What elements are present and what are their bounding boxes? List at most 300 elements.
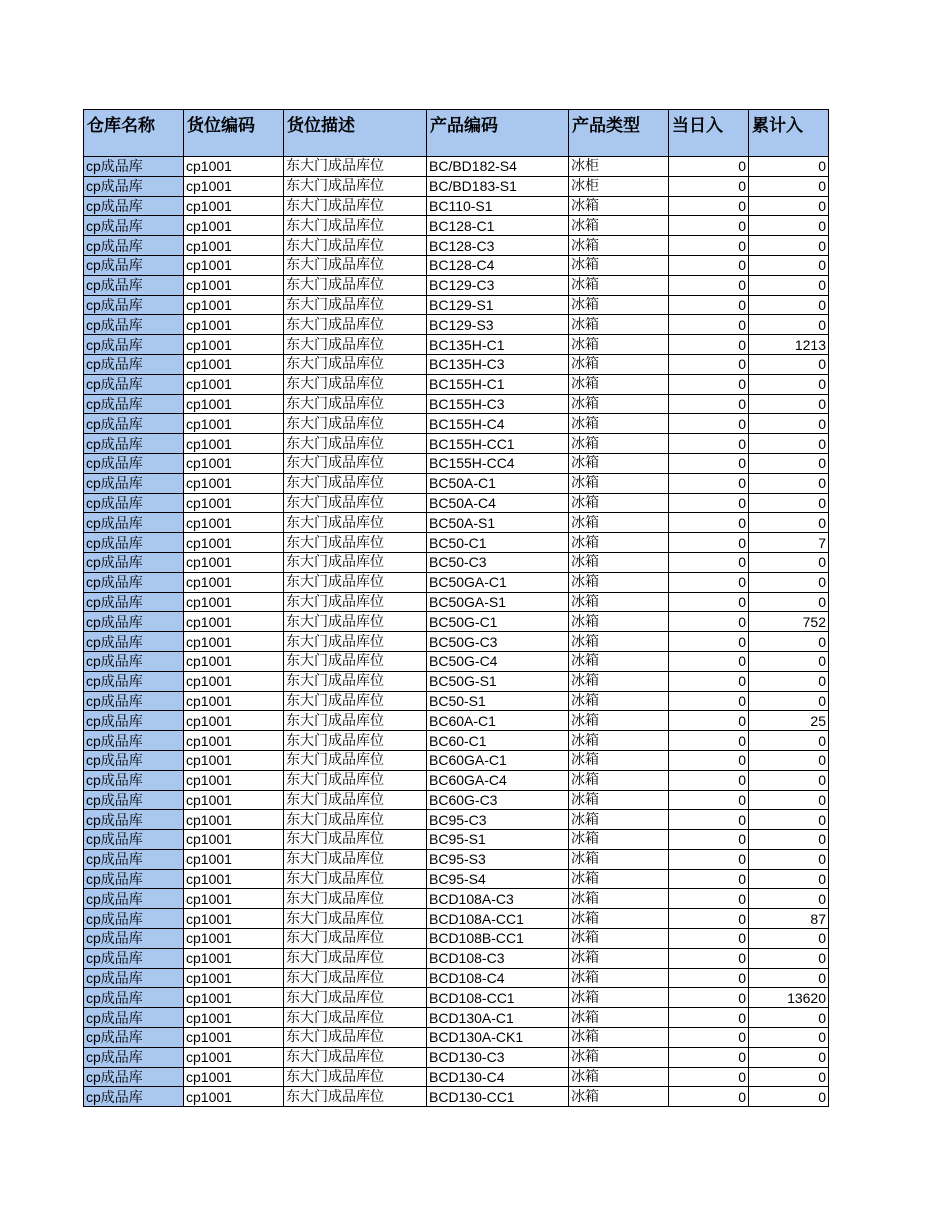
- table-row: [84, 671, 829, 691]
- product-code-cell: BC135H-C1: [427, 335, 569, 355]
- cumulative-in-cell: 0: [749, 236, 829, 256]
- location-code-cell: cp1001: [184, 1008, 284, 1028]
- location-code-cell: cp1001: [184, 1087, 284, 1107]
- warehouse-name-cell: cp成品库: [84, 414, 184, 434]
- warehouse-name-cell: cp成品库: [84, 176, 184, 196]
- cumulative-in-cell: 0: [749, 968, 829, 988]
- cumulative-in-cell: 0: [749, 453, 829, 473]
- location-code-cell: cp1001: [184, 810, 284, 830]
- location-code-cell: cp1001: [184, 157, 284, 177]
- location-description-cell: 东大门成品库位: [284, 968, 427, 988]
- warehouse-name-cell: cp成品库: [84, 493, 184, 513]
- product-type-cell: 冰箱: [569, 869, 669, 889]
- daily-in-cell: 0: [669, 731, 749, 751]
- table-row: [84, 513, 829, 533]
- product-code-cell: BC60A-C1: [427, 711, 569, 731]
- cumulative-in-cell: 0: [749, 374, 829, 394]
- product-type-cell: 冰箱: [569, 810, 669, 830]
- table-row: [84, 196, 829, 216]
- warehouse-name-cell: cp成品库: [84, 731, 184, 751]
- warehouse-name-cell: cp成品库: [84, 1008, 184, 1028]
- warehouse-name-cell: cp成品库: [84, 335, 184, 355]
- daily-in-cell: 0: [669, 236, 749, 256]
- product-type-cell: 冰箱: [569, 1067, 669, 1087]
- daily-in-cell: 0: [669, 849, 749, 869]
- location-description-cell: 东大门成品库位: [284, 572, 427, 592]
- product-code-cell: BC128-C3: [427, 236, 569, 256]
- product-type-cell: 冰箱: [569, 374, 669, 394]
- table-row: [84, 988, 829, 1008]
- warehouse-name-cell: cp成品库: [84, 315, 184, 335]
- daily-in-cell: 0: [669, 493, 749, 513]
- location-code-cell: cp1001: [184, 849, 284, 869]
- cumulative-in-cell: 0: [749, 770, 829, 790]
- header-product-type: 产品类型: [569, 110, 669, 157]
- product-type-cell: 冰箱: [569, 236, 669, 256]
- product-type-cell: 冰箱: [569, 453, 669, 473]
- product-type-cell: 冰箱: [569, 671, 669, 691]
- cumulative-in-cell: 0: [749, 394, 829, 414]
- cumulative-in-cell: 0: [749, 255, 829, 275]
- product-code-cell: BC50G-C3: [427, 632, 569, 652]
- location-description-cell: 东大门成品库位: [284, 632, 427, 652]
- location-code-cell: cp1001: [184, 533, 284, 553]
- header-product-code: 产品编码: [427, 110, 569, 157]
- location-description-cell: 东大门成品库位: [284, 948, 427, 968]
- warehouse-name-cell: cp成品库: [84, 909, 184, 929]
- location-description-cell: 东大门成品库位: [284, 1067, 427, 1087]
- location-description-cell: 东大门成品库位: [284, 849, 427, 869]
- location-description-cell: 东大门成品库位: [284, 473, 427, 493]
- location-description-cell: 东大门成品库位: [284, 1047, 427, 1067]
- daily-in-cell: 0: [669, 216, 749, 236]
- location-code-cell: cp1001: [184, 612, 284, 632]
- product-type-cell: 冰箱: [569, 255, 669, 275]
- location-description-cell: 东大门成品库位: [284, 255, 427, 275]
- table-row: [84, 810, 829, 830]
- product-type-cell: 冰箱: [569, 1008, 669, 1028]
- cumulative-in-cell: 0: [749, 1008, 829, 1028]
- cumulative-in-cell: 0: [749, 1087, 829, 1107]
- header-location-code: 货位编码: [184, 110, 284, 157]
- location-code-cell: cp1001: [184, 434, 284, 454]
- daily-in-cell: 0: [669, 691, 749, 711]
- product-type-cell: 冰箱: [569, 988, 669, 1008]
- location-code-cell: cp1001: [184, 374, 284, 394]
- product-code-cell: BC60GA-C4: [427, 770, 569, 790]
- location-code-cell: cp1001: [184, 1047, 284, 1067]
- product-code-cell: BCD108B-CC1: [427, 929, 569, 949]
- table-row: [84, 176, 829, 196]
- table-row: [84, 1087, 829, 1107]
- product-code-cell: BCD108-C4: [427, 968, 569, 988]
- location-description-cell: 东大门成品库位: [284, 533, 427, 553]
- cumulative-in-cell: 0: [749, 572, 829, 592]
- product-code-cell: BC110-S1: [427, 196, 569, 216]
- table-row: [84, 552, 829, 572]
- location-code-cell: cp1001: [184, 592, 284, 612]
- cumulative-in-cell: 0: [749, 731, 829, 751]
- location-code-cell: cp1001: [184, 513, 284, 533]
- product-code-cell: BC129-C3: [427, 275, 569, 295]
- product-code-cell: BC60GA-C1: [427, 750, 569, 770]
- table-row: [84, 533, 829, 553]
- warehouse-name-cell: cp成品库: [84, 216, 184, 236]
- cumulative-in-cell: 13620: [749, 988, 829, 1008]
- warehouse-name-cell: cp成品库: [84, 1028, 184, 1048]
- product-type-cell: 冰箱: [569, 909, 669, 929]
- daily-in-cell: 0: [669, 335, 749, 355]
- table-row: [84, 572, 829, 592]
- location-code-cell: cp1001: [184, 493, 284, 513]
- daily-in-cell: 0: [669, 988, 749, 1008]
- table-row: [84, 394, 829, 414]
- product-type-cell: 冰箱: [569, 651, 669, 671]
- warehouse-name-cell: cp成品库: [84, 196, 184, 216]
- location-description-cell: 东大门成品库位: [284, 513, 427, 533]
- table-row: [84, 157, 829, 177]
- location-code-cell: cp1001: [184, 929, 284, 949]
- cumulative-in-cell: 0: [749, 948, 829, 968]
- warehouse-name-cell: cp成品库: [84, 790, 184, 810]
- location-code-cell: cp1001: [184, 295, 284, 315]
- table-body: [84, 157, 829, 1107]
- daily-in-cell: 0: [669, 869, 749, 889]
- cumulative-in-cell: 0: [749, 691, 829, 711]
- daily-in-cell: 0: [669, 612, 749, 632]
- table-row: [84, 929, 829, 949]
- cumulative-in-cell: 0: [749, 552, 829, 572]
- cumulative-in-cell: 0: [749, 750, 829, 770]
- location-description-cell: 东大门成品库位: [284, 394, 427, 414]
- product-code-cell: BC50GA-C1: [427, 572, 569, 592]
- product-code-cell: BC95-S3: [427, 849, 569, 869]
- daily-in-cell: 0: [669, 592, 749, 612]
- cumulative-in-cell: 0: [749, 810, 829, 830]
- daily-in-cell: 0: [669, 295, 749, 315]
- location-description-cell: 东大门成品库位: [284, 315, 427, 335]
- daily-in-cell: 0: [669, 1047, 749, 1067]
- warehouse-name-cell: cp成品库: [84, 889, 184, 909]
- table-row: [84, 1067, 829, 1087]
- location-description-cell: 东大门成品库位: [284, 236, 427, 256]
- cumulative-in-cell: 0: [749, 929, 829, 949]
- location-code-cell: cp1001: [184, 176, 284, 196]
- daily-in-cell: 0: [669, 1028, 749, 1048]
- daily-in-cell: 0: [669, 968, 749, 988]
- product-type-cell: 冰箱: [569, 354, 669, 374]
- table-row: [84, 1008, 829, 1028]
- product-type-cell: 冰柜: [569, 157, 669, 177]
- location-code-cell: cp1001: [184, 354, 284, 374]
- location-description-cell: 东大门成品库位: [284, 157, 427, 177]
- warehouse-name-cell: cp成品库: [84, 948, 184, 968]
- location-description-cell: 东大门成品库位: [284, 612, 427, 632]
- warehouse-name-cell: cp成品库: [84, 671, 184, 691]
- product-code-cell: BCD130-CC1: [427, 1087, 569, 1107]
- warehouse-name-cell: cp成品库: [84, 750, 184, 770]
- product-type-cell: 冰箱: [569, 434, 669, 454]
- daily-in-cell: 0: [669, 770, 749, 790]
- warehouse-name-cell: cp成品库: [84, 869, 184, 889]
- cumulative-in-cell: 0: [749, 295, 829, 315]
- cumulative-in-cell: 0: [749, 473, 829, 493]
- product-code-cell: BC129-S3: [427, 315, 569, 335]
- table-row: [84, 1028, 829, 1048]
- product-code-cell: BCD108A-C3: [427, 889, 569, 909]
- location-description-cell: 东大门成品库位: [284, 374, 427, 394]
- product-type-cell: 冰箱: [569, 632, 669, 652]
- warehouse-name-cell: cp成品库: [84, 968, 184, 988]
- table-row: [84, 1047, 829, 1067]
- product-type-cell: 冰箱: [569, 849, 669, 869]
- product-type-cell: 冰柜: [569, 176, 669, 196]
- warehouse-name-cell: cp成品库: [84, 1067, 184, 1087]
- product-code-cell: BCD108-C3: [427, 948, 569, 968]
- product-type-cell: 冰箱: [569, 414, 669, 434]
- product-code-cell: BCD130-C3: [427, 1047, 569, 1067]
- table-row: [84, 275, 829, 295]
- daily-in-cell: 0: [669, 651, 749, 671]
- cumulative-in-cell: 0: [749, 1028, 829, 1048]
- location-description-cell: 东大门成品库位: [284, 335, 427, 355]
- warehouse-name-cell: cp成品库: [84, 157, 184, 177]
- cumulative-in-cell: 0: [749, 493, 829, 513]
- header-daily-in: 当日入: [669, 110, 749, 157]
- daily-in-cell: 0: [669, 572, 749, 592]
- daily-in-cell: 0: [669, 176, 749, 196]
- location-description-cell: 东大门成品库位: [284, 275, 427, 295]
- product-type-cell: 冰箱: [569, 513, 669, 533]
- location-description-cell: 东大门成品库位: [284, 869, 427, 889]
- warehouse-name-cell: cp成品库: [84, 533, 184, 553]
- cumulative-in-cell: 0: [749, 869, 829, 889]
- cumulative-in-cell: 0: [749, 513, 829, 533]
- location-code-cell: cp1001: [184, 869, 284, 889]
- product-code-cell: BC50G-C1: [427, 612, 569, 632]
- table-row: [84, 354, 829, 374]
- table-row: [84, 216, 829, 236]
- product-type-cell: 冰箱: [569, 929, 669, 949]
- daily-in-cell: 0: [669, 929, 749, 949]
- daily-in-cell: 0: [669, 1067, 749, 1087]
- product-type-cell: 冰箱: [569, 335, 669, 355]
- product-code-cell: BCD130-C4: [427, 1067, 569, 1087]
- location-code-cell: cp1001: [184, 552, 284, 572]
- cumulative-in-cell: 0: [749, 315, 829, 335]
- product-code-cell: BC50-C3: [427, 552, 569, 572]
- warehouse-name-cell: cp成品库: [84, 810, 184, 830]
- product-code-cell: BC155H-CC1: [427, 434, 569, 454]
- table-row: [84, 869, 829, 889]
- product-code-cell: BC50G-S1: [427, 671, 569, 691]
- product-type-cell: 冰箱: [569, 552, 669, 572]
- daily-in-cell: 0: [669, 315, 749, 335]
- table-row: [84, 711, 829, 731]
- cumulative-in-cell: 0: [749, 830, 829, 850]
- warehouse-name-cell: cp成品库: [84, 651, 184, 671]
- product-code-cell: BC50A-C1: [427, 473, 569, 493]
- location-description-cell: 东大门成品库位: [284, 770, 427, 790]
- daily-in-cell: 0: [669, 671, 749, 691]
- warehouse-name-cell: cp成品库: [84, 236, 184, 256]
- product-code-cell: BC50G-C4: [427, 651, 569, 671]
- table-row: [84, 414, 829, 434]
- location-code-cell: cp1001: [184, 216, 284, 236]
- product-code-cell: BC50-S1: [427, 691, 569, 711]
- product-code-cell: BC50GA-S1: [427, 592, 569, 612]
- product-code-cell: BC95-S4: [427, 869, 569, 889]
- cumulative-in-cell: 752: [749, 612, 829, 632]
- cumulative-in-cell: 7: [749, 533, 829, 553]
- daily-in-cell: 0: [669, 453, 749, 473]
- product-type-cell: 冰箱: [569, 889, 669, 909]
- location-description-cell: 东大门成品库位: [284, 651, 427, 671]
- location-description-cell: 东大门成品库位: [284, 592, 427, 612]
- cumulative-in-cell: 0: [749, 790, 829, 810]
- table-row: [84, 909, 829, 929]
- product-code-cell: BC95-C3: [427, 810, 569, 830]
- location-description-cell: 东大门成品库位: [284, 810, 427, 830]
- daily-in-cell: 0: [669, 810, 749, 830]
- location-code-cell: cp1001: [184, 473, 284, 493]
- product-code-cell: BC128-C1: [427, 216, 569, 236]
- cumulative-in-cell: 0: [749, 157, 829, 177]
- product-code-cell: BC128-C4: [427, 255, 569, 275]
- table-row: [84, 750, 829, 770]
- daily-in-cell: 0: [669, 909, 749, 929]
- product-code-cell: BC155H-C4: [427, 414, 569, 434]
- table-row: [84, 453, 829, 473]
- location-description-cell: 东大门成品库位: [284, 354, 427, 374]
- location-description-cell: 东大门成品库位: [284, 889, 427, 909]
- daily-in-cell: 0: [669, 374, 749, 394]
- daily-in-cell: 0: [669, 948, 749, 968]
- location-description-cell: 东大门成品库位: [284, 790, 427, 810]
- cumulative-in-cell: 0: [749, 196, 829, 216]
- location-code-cell: cp1001: [184, 255, 284, 275]
- product-code-cell: BC50A-S1: [427, 513, 569, 533]
- cumulative-in-cell: 0: [749, 176, 829, 196]
- product-type-cell: 冰箱: [569, 612, 669, 632]
- location-code-cell: cp1001: [184, 453, 284, 473]
- cumulative-in-cell: 0: [749, 632, 829, 652]
- product-code-cell: BC60-C1: [427, 731, 569, 751]
- location-description-cell: 东大门成品库位: [284, 830, 427, 850]
- location-description-cell: 东大门成品库位: [284, 295, 427, 315]
- header-warehouse-name: 仓库名称: [84, 110, 184, 157]
- product-type-cell: 冰箱: [569, 572, 669, 592]
- table-row: [84, 632, 829, 652]
- product-type-cell: 冰箱: [569, 533, 669, 553]
- product-code-cell: BC50A-C4: [427, 493, 569, 513]
- header-location-description: 货位描述: [284, 110, 427, 157]
- location-description-cell: 东大门成品库位: [284, 216, 427, 236]
- product-type-cell: 冰箱: [569, 592, 669, 612]
- warehouse-name-cell: cp成品库: [84, 473, 184, 493]
- location-code-cell: cp1001: [184, 948, 284, 968]
- table-row: [84, 335, 829, 355]
- warehouse-name-cell: cp成品库: [84, 849, 184, 869]
- product-type-cell: 冰箱: [569, 493, 669, 513]
- table-row: [84, 691, 829, 711]
- table-row: [84, 236, 829, 256]
- product-code-cell: BCD130A-CK1: [427, 1028, 569, 1048]
- product-type-cell: 冰箱: [569, 1047, 669, 1067]
- product-code-cell: BCD130A-C1: [427, 1008, 569, 1028]
- product-type-cell: 冰箱: [569, 830, 669, 850]
- warehouse-name-cell: cp成品库: [84, 1087, 184, 1107]
- daily-in-cell: 0: [669, 434, 749, 454]
- table-row: [84, 493, 829, 513]
- location-code-cell: cp1001: [184, 770, 284, 790]
- warehouse-name-cell: cp成品库: [84, 929, 184, 949]
- table-row: [84, 434, 829, 454]
- warehouse-name-cell: cp成品库: [84, 711, 184, 731]
- location-code-cell: cp1001: [184, 988, 284, 1008]
- product-type-cell: 冰箱: [569, 315, 669, 335]
- location-description-cell: 东大门成品库位: [284, 1028, 427, 1048]
- location-code-cell: cp1001: [184, 236, 284, 256]
- daily-in-cell: 0: [669, 1087, 749, 1107]
- cumulative-in-cell: 0: [749, 889, 829, 909]
- location-code-cell: cp1001: [184, 968, 284, 988]
- header-cumulative-in: 累计入: [749, 110, 829, 157]
- cumulative-in-cell: 0: [749, 275, 829, 295]
- location-code-cell: cp1001: [184, 572, 284, 592]
- product-type-cell: 冰箱: [569, 711, 669, 731]
- location-description-cell: 东大门成品库位: [284, 909, 427, 929]
- product-type-cell: 冰箱: [569, 196, 669, 216]
- cumulative-in-cell: 0: [749, 671, 829, 691]
- location-code-cell: cp1001: [184, 394, 284, 414]
- location-description-cell: 东大门成品库位: [284, 671, 427, 691]
- location-code-cell: cp1001: [184, 414, 284, 434]
- location-code-cell: cp1001: [184, 632, 284, 652]
- cumulative-in-cell: 0: [749, 354, 829, 374]
- location-code-cell: cp1001: [184, 830, 284, 850]
- location-description-cell: 东大门成品库位: [284, 552, 427, 572]
- location-description-cell: 东大门成品库位: [284, 929, 427, 949]
- location-description-cell: 东大门成品库位: [284, 434, 427, 454]
- daily-in-cell: 0: [669, 255, 749, 275]
- cumulative-in-cell: 0: [749, 434, 829, 454]
- cumulative-in-cell: 0: [749, 592, 829, 612]
- daily-in-cell: 0: [669, 473, 749, 493]
- location-description-cell: 东大门成品库位: [284, 731, 427, 751]
- product-type-cell: 冰箱: [569, 691, 669, 711]
- location-description-cell: 东大门成品库位: [284, 196, 427, 216]
- warehouse-name-cell: cp成品库: [84, 434, 184, 454]
- location-description-cell: 东大门成品库位: [284, 1008, 427, 1028]
- warehouse-name-cell: cp成品库: [84, 988, 184, 1008]
- product-type-cell: 冰箱: [569, 1028, 669, 1048]
- product-code-cell: BC/BD183-S1: [427, 176, 569, 196]
- table-row: [84, 295, 829, 315]
- product-code-cell: BC135H-C3: [427, 354, 569, 374]
- daily-in-cell: 0: [669, 414, 749, 434]
- warehouse-name-cell: cp成品库: [84, 513, 184, 533]
- table-row: [84, 315, 829, 335]
- warehouse-name-cell: cp成品库: [84, 612, 184, 632]
- product-code-cell: BC/BD182-S4: [427, 157, 569, 177]
- daily-in-cell: 0: [669, 750, 749, 770]
- daily-in-cell: 0: [669, 552, 749, 572]
- product-code-cell: BC155H-CC4: [427, 453, 569, 473]
- location-code-cell: cp1001: [184, 750, 284, 770]
- table-row: [84, 255, 829, 275]
- table-row: [84, 830, 829, 850]
